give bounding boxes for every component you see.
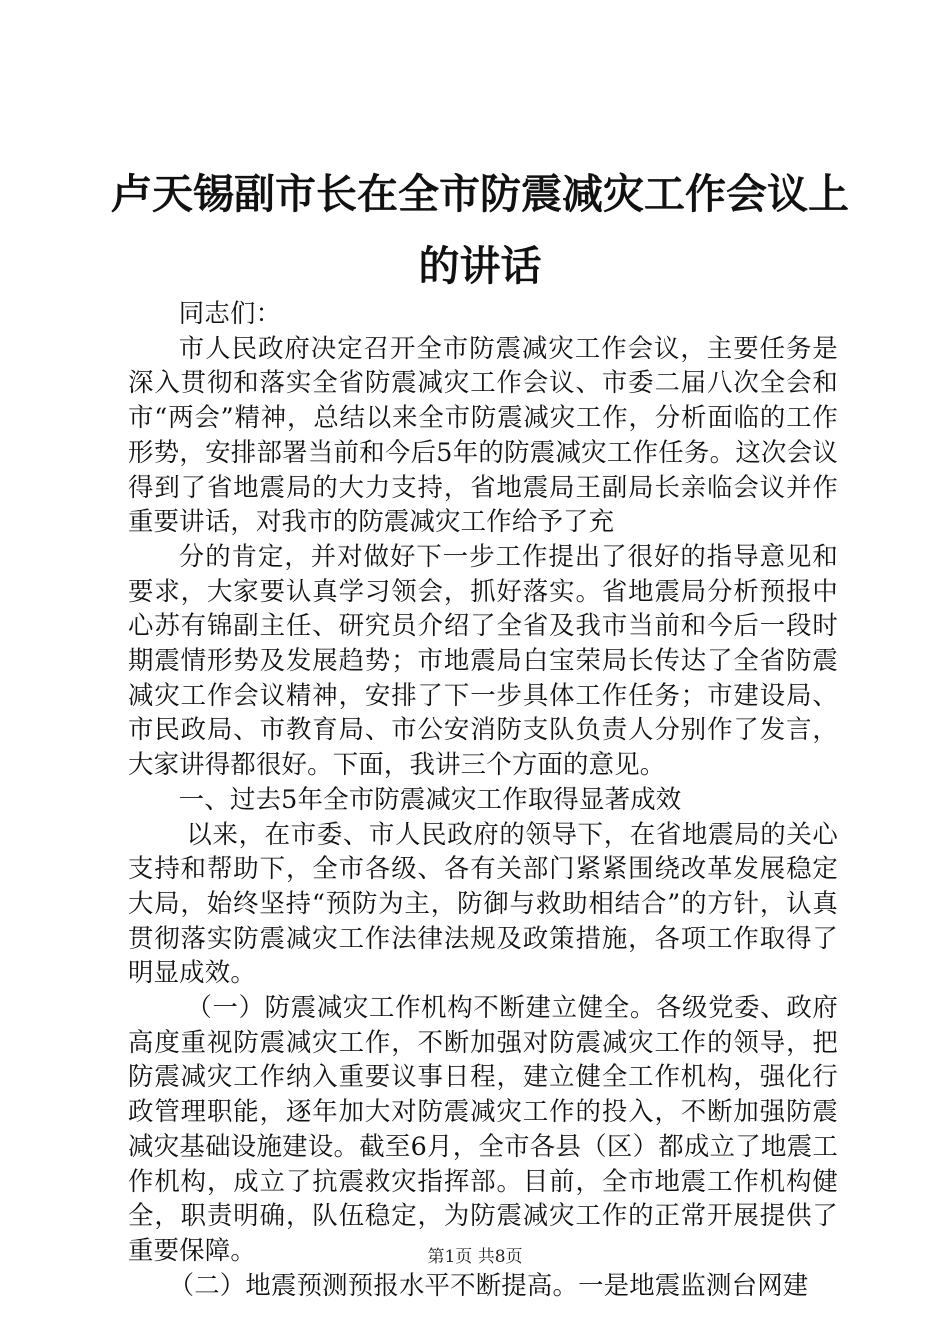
document-body — [128, 296, 838, 1302]
body-paragraph: 市人民政府决定召开全市防震减灾工作会议，主要任务是深入贯彻和落实全省防震减灾工作会议、市委二届八次全会和市“两会”精神，总结以来全市防震减灾工作，分析面临的工作形势，安排部署当前和今后5年的防震减灾工作任务。这次会议得到了省地震局的大力支持，省地震局王副局长亲临会议并作重要讲话，对我市的防震减灾工作给予了充 — [128, 332, 838, 537]
document-title: 卢天锡副市长在全市防震减灾工作会议上的讲话 — [111, 170, 849, 290]
subsection-paragraph: （一）防震减灾工作机构不断建立健全。各级党委、政府高度重视防震减灾工作，不断加强对防震减灾工作的领导，把防震减灾工作纳入重要议事日程，建立健全工作机构，强化行政管理职能，逐年加大对防震减灾工作的投入，不断加强防震减灾基础设施建设。截至6月，全市各县（区）都成立了地震工作机构，成立了抗震救灾指挥部。目前，全市地震工作机构健全，职责明确，队伍稳定，为防震减灾工作的正常开展提供了重要保障。 — [128, 992, 838, 1265]
page-number-footer: 第1页 共8页 — [427, 1247, 523, 1267]
body-paragraph: 以来，在市委、市人民政府的领导下，在省地震局的关心支持和帮助下，全市各级、各有关部门紧紧围绕改革发展稳定大局，始终坚持“预防为主，防御与救助相结合”的方针，认真贯彻落实防震减灾工作法律法规及政策措施，各项工作取得了明显成效。 — [128, 818, 838, 988]
body-paragraph: 分的肯定，并对做好下一步工作提出了很好的指导意见和要求，大家要认真学习领会，抓好落实。省地震局分析预报中心苏有锦副主任、研究员介绍了全省及我市当前和今后一段时期震情形势及发展趋势；市地震局白宝荣局长传达了全省防震减灾工作会议精神，安排了下一步具体工作任务；市建设局、市民政局、市教育局、市公安消防支队负责人分别作了发言，大家讲得都很好。下面，我讲三个方面的意见。 — [128, 540, 838, 780]
greeting-paragraph: 同志们： — [178, 298, 282, 328]
section-heading: 一、过去5年全市防震减灾工作取得显著成效 — [178, 783, 682, 814]
subsection-paragraph: （二）地震预测预报水平不断提高。一是地震监测台网建 — [168, 1269, 809, 1300]
